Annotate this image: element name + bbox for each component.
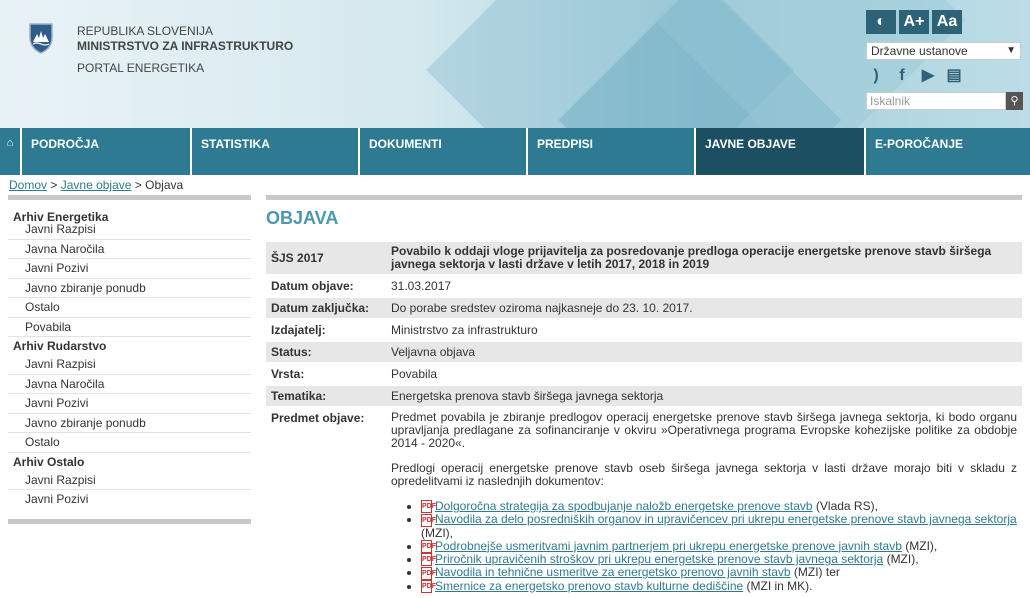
detail-row-sjs	[266, 242, 1022, 276]
font-increase-button[interactable]: A+	[899, 10, 929, 34]
main-navigation	[0, 128, 1030, 175]
sidebar-group-ostalo	[8, 453, 251, 509]
sidebar-item[interactable]: Javni Razpisi	[8, 355, 251, 375]
document-source: (MZI),	[421, 525, 453, 540]
search-icon[interactable]: ⚲	[1006, 92, 1023, 110]
nav-item-e-porocanje[interactable]: E-POROČANJE	[866, 128, 1030, 175]
document-link[interactable]: Smernice za energetsko prenovo stavb kulturne dediščine	[435, 578, 744, 593]
search-input[interactable]: Iskalnik	[866, 92, 1006, 110]
row-label: ŠJS 2017	[271, 251, 324, 265]
document-source: (MZI),	[901, 538, 938, 553]
org-country: REPUBLIKA SLOVENIJA	[77, 24, 214, 38]
breadcrumb-home-link[interactable]: Domov	[9, 178, 48, 192]
org-ministry: MINISTRSTVO ZA INFRASTRUKTURO	[77, 39, 294, 53]
document-list-item	[421, 513, 1017, 539]
chevron-down-icon: ▼	[1006, 45, 1016, 56]
print-icon[interactable]: ▤	[946, 67, 962, 84]
sidebar-group-title[interactable]: Arhiv Rudarstvo	[13, 339, 107, 353]
content-top-divider	[266, 195, 1022, 200]
document-list-item	[421, 500, 1017, 513]
pdf-icon: PDF	[421, 567, 432, 580]
sidebar-item[interactable]: Povabila	[8, 318, 251, 338]
document-link[interactable]: Navodila in tehnične usmeritve za energetsko prenovo javnih stavb	[435, 565, 791, 580]
pdf-icon: PDF	[421, 553, 432, 566]
document-link[interactable]: Podrobnejše usmeritvami javnim partnerjem pri ukrepu energetske prenove javnih stavb	[435, 538, 902, 553]
pdf-icon: PDF	[421, 500, 432, 513]
social-links	[866, 66, 1024, 88]
document-link[interactable]: Navodila za delo posredniških organov in upravičencev pri ukrepu energetske prenove stavb javnega sektorja	[435, 512, 1017, 527]
document-list-item	[421, 553, 1017, 566]
document-source: (MZI in MK).	[743, 578, 813, 593]
detail-row-vrsta	[266, 364, 1022, 386]
row-label: Status:	[271, 345, 312, 359]
description-paragraph: Predmet povabila je zbiranje predlogov operacij energetske prenove stavb širšega javnega sektorja, ki bodo organu upravljanja predlagane za sofinanciranje v okviru »Operativnega programa Evropske kohezijske politike za obdobje 2014 - 2020«.	[391, 410, 1017, 450]
detail-row-predmet	[266, 408, 1022, 598]
nav-item-podrocja[interactable]: PODROČJA	[22, 128, 190, 175]
rss-icon[interactable]: )	[873, 67, 879, 84]
breadcrumb-separator: >	[134, 178, 142, 192]
site-header	[0, 0, 1030, 128]
sidebar-item[interactable]: Javni Pozivi	[8, 394, 251, 414]
sidebar-group-title[interactable]: Arhiv Energetika	[13, 210, 109, 224]
document-list	[391, 500, 1017, 593]
sidebar-bottom-divider	[8, 519, 251, 524]
row-label: Datum zaključka:	[271, 301, 370, 315]
detail-row-izdajatelj	[266, 320, 1022, 342]
page-title: OBJAVA	[266, 208, 339, 228]
row-value: Povabilo k oddaji vloge prijavitelja za posredovanje predloga operacije energetske prenove stavb širšega javnega sektorja v lasti države v letih 2017, 2018 in 2019	[391, 244, 992, 271]
sidebar-item[interactable]: Javna Naročila	[8, 375, 251, 395]
row-label: Izdajatelj:	[271, 323, 326, 337]
document-list-item	[421, 540, 1017, 553]
nav-item-javne-objave[interactable]: JAVNE OBJAVE	[696, 128, 864, 175]
sidebar-item[interactable]: Javno zbiranje ponudb	[8, 279, 251, 299]
row-value: Do porabe sredstev oziroma najkasneje do 23. 10. 2017.	[391, 301, 693, 315]
sidebar	[8, 195, 251, 524]
description-paragraph: Predlogi operacij energetske prenove stavb oseb širšega javnega sektorja v lasti države morajo biti v skladu z opredelitvami iz naslednjih dokumentov:	[391, 461, 1017, 488]
document-source: (MZI) ter	[790, 565, 840, 580]
search-form	[866, 92, 1023, 110]
row-label: Predmet objave:	[271, 411, 365, 425]
org-name[interactable]	[77, 24, 293, 76]
row-value: Ministrstvo za infrastrukturo	[391, 323, 538, 337]
institutions-select-value: Državne ustanove	[871, 44, 968, 58]
sidebar-item[interactable]: Javni Razpisi	[8, 471, 251, 491]
sidebar-item[interactable]: Javna Naročila	[8, 240, 251, 260]
breadcrumb	[9, 178, 183, 192]
pdf-icon: PDF	[421, 514, 432, 527]
sidebar-item[interactable]: Ostalo	[8, 298, 251, 318]
institutions-select[interactable]	[866, 42, 1021, 60]
breadcrumb-section-link[interactable]: Javne objave	[60, 178, 132, 192]
row-value	[386, 408, 1022, 596]
pdf-icon: PDF	[421, 540, 432, 553]
portal-name: PORTAL ENERGETIKA	[77, 61, 205, 75]
sidebar-item[interactable]: Javni Razpisi	[8, 220, 251, 240]
nav-item-predpisi[interactable]: PREDPISI	[528, 128, 694, 175]
row-value: Povabila	[391, 367, 438, 381]
row-label: Tematika:	[271, 389, 327, 403]
sidebar-item[interactable]: Ostalo	[8, 433, 251, 453]
detail-row-datum-objave	[266, 276, 1022, 298]
sidebar-group-title[interactable]: Arhiv Ostalo	[13, 454, 85, 469]
detail-row-tematika	[266, 386, 1022, 408]
nav-item-statistika[interactable]: STATISTIKA	[192, 128, 358, 175]
document-source: (Vlada RS),	[812, 499, 878, 513]
pdf-icon: PDF	[421, 580, 432, 593]
coat-of-arms-logo[interactable]	[28, 22, 54, 54]
detail-row-status	[266, 342, 1022, 364]
font-size-button[interactable]: Aa	[932, 10, 962, 34]
main-content	[266, 195, 1022, 598]
row-label: Vrsta:	[271, 367, 305, 381]
accessibility-tools	[866, 10, 1024, 110]
sidebar-item[interactable]: Javni Pozivi	[25, 492, 89, 506]
document-source: (MZI),	[883, 551, 919, 566]
sidebar-item[interactable]: Javni Pozivi	[8, 259, 251, 279]
row-value: 31.03.2017	[391, 279, 452, 293]
breadcrumb-current: Objava	[145, 178, 184, 192]
sidebar-group-rudarstvo	[8, 337, 251, 453]
document-link[interactable]: Dolgoročna strategija za spodbujanje naložb energetske prenove stavb	[435, 499, 813, 513]
facebook-icon[interactable]: f	[899, 67, 905, 84]
document-list-item	[421, 580, 1017, 593]
row-value: Veljavna objava	[391, 345, 476, 359]
contrast-toggle-button[interactable]: ◐	[866, 10, 896, 34]
home-icon[interactable]: ⌂	[0, 128, 20, 175]
youtube-icon[interactable]: ▶	[921, 67, 935, 84]
sidebar-item[interactable]: Javno zbiranje ponudb	[8, 414, 251, 434]
document-list-item	[421, 566, 1017, 579]
row-value: Energetska prenova stavb širšega javnega sektorja	[391, 389, 664, 403]
sidebar-group-energetika	[8, 200, 251, 337]
detail-row-datum-zakljucka	[266, 298, 1022, 320]
breadcrumb-separator: >	[50, 178, 58, 192]
document-link[interactable]: Priročnik upravičenih stroškov pri ukrepu energetske prenove stavb javnega sektorja	[435, 551, 884, 566]
nav-item-dokumenti[interactable]: DOKUMENTI	[360, 128, 526, 175]
row-label: Datum objave:	[271, 279, 354, 293]
